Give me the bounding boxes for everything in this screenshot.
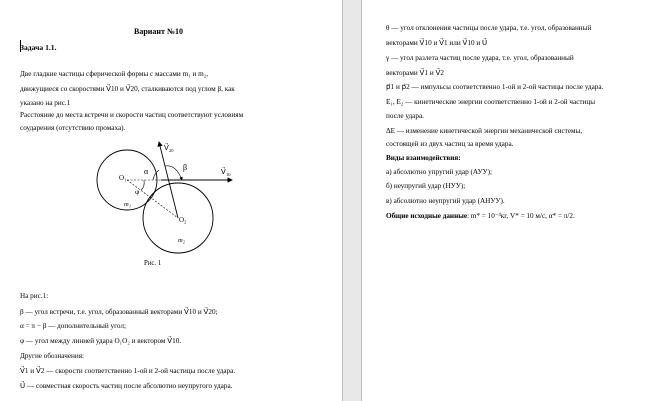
document-page-right: [362, 0, 660, 401]
right-line-7: после удара.: [386, 112, 424, 120]
collision-figure: [86, 136, 236, 261]
intro-line-3: указано на рис.1: [20, 99, 71, 107]
intro-line-5: соударения (отсутствию промаха).: [20, 124, 126, 132]
intro-line-2: движущиеся со скоростями V⃗10 и V⃗20, сталкиваются под углом β, как: [20, 85, 235, 93]
label-beta: β: [183, 163, 188, 172]
below-line-4: φ — угол между линией удара O₁O₂ и вектором V⃗10.: [20, 337, 182, 345]
label-v10-sub: 10: [226, 172, 231, 177]
interaction-item-a: а) абсолютно упругий удар (АУУ);: [386, 168, 493, 176]
common-data-values: : m* = 10⁻³кг, V* = 10 м/с, α* = π/2.: [467, 212, 575, 220]
right-line-1: θ — угол отклонения частицы после удара, т.е. угол, образованный: [386, 24, 592, 32]
below-line-3: α = π − β — дополнительный угол;: [20, 322, 126, 330]
intro-line-4: Расстояние до места встречи и скорости частиц соответствуют условиям: [20, 111, 244, 119]
below-line-6: V⃗1 и V⃗2 — скорости соответственно 1-ой и 2-ой частицы после удара.: [20, 367, 236, 375]
below-line-7: U⃗ — совместная скорость частиц после абсолютно неупругого удара.: [20, 382, 233, 390]
document-page-left: [6, 0, 342, 401]
right-line-5: p⃗1 и p⃗2 — импульсы соответственно 1-ой и 2-ой частицы после удара.: [386, 83, 604, 91]
label-alpha: α: [144, 167, 149, 176]
intro-line-1: Две гладкие частицы сферической формы с массами m₁ и m₂,: [20, 70, 209, 78]
variant-title: Вариант №10: [134, 27, 183, 36]
below-line-2: β — угол встречи, т.е. угол, образованный векторами V⃗10 и V⃗20;: [20, 308, 218, 316]
interaction-item-b: б) неупругий удар (НУУ);: [386, 182, 466, 190]
phi-arc: [141, 180, 144, 190]
interaction-item-c: в) абсолютно неупругий удар (АНУУ).: [386, 197, 505, 205]
task-heading: Задача 1.1.: [20, 43, 57, 52]
interactions-heading: Виды взаимодействия:: [386, 154, 461, 162]
common-data-label: Общие исходные данные: [386, 212, 468, 220]
below-line-5: Другие обозначения:: [20, 352, 85, 360]
page-gutter: [342, 0, 362, 401]
label-v10: V⃗: [221, 168, 226, 176]
right-line-8: ΔE — изменение кинетической энергии механической системы,: [386, 127, 583, 135]
right-line-4: векторами V⃗1 и V⃗2: [386, 69, 445, 77]
label-v20-sub: 20: [169, 148, 174, 153]
label-o1: O₁: [119, 174, 127, 182]
right-line-6: E₁, E₂ — кинетические энергии соответственно 1-ой и 2-ой частицы: [386, 98, 596, 106]
label-m1: m₁: [124, 201, 131, 208]
label-phi: φ: [135, 187, 140, 196]
label-m2: m₂: [178, 237, 185, 244]
right-line-3: γ — угол разлета частиц после удара, т.е. угол, образованный: [386, 54, 574, 62]
right-line-9: состоящей из двух частиц за время удара.: [386, 140, 514, 148]
figure-caption: Рис. 1: [144, 260, 162, 267]
label-v20: V⃗: [164, 144, 169, 152]
common-data-line: [386, 212, 575, 221]
label-o2: O₂: [179, 216, 187, 224]
right-line-2: векторами V⃗10 и V⃗1 или V⃗10 и U⃗: [386, 39, 488, 47]
below-line-1: На рис.1:: [20, 292, 49, 300]
